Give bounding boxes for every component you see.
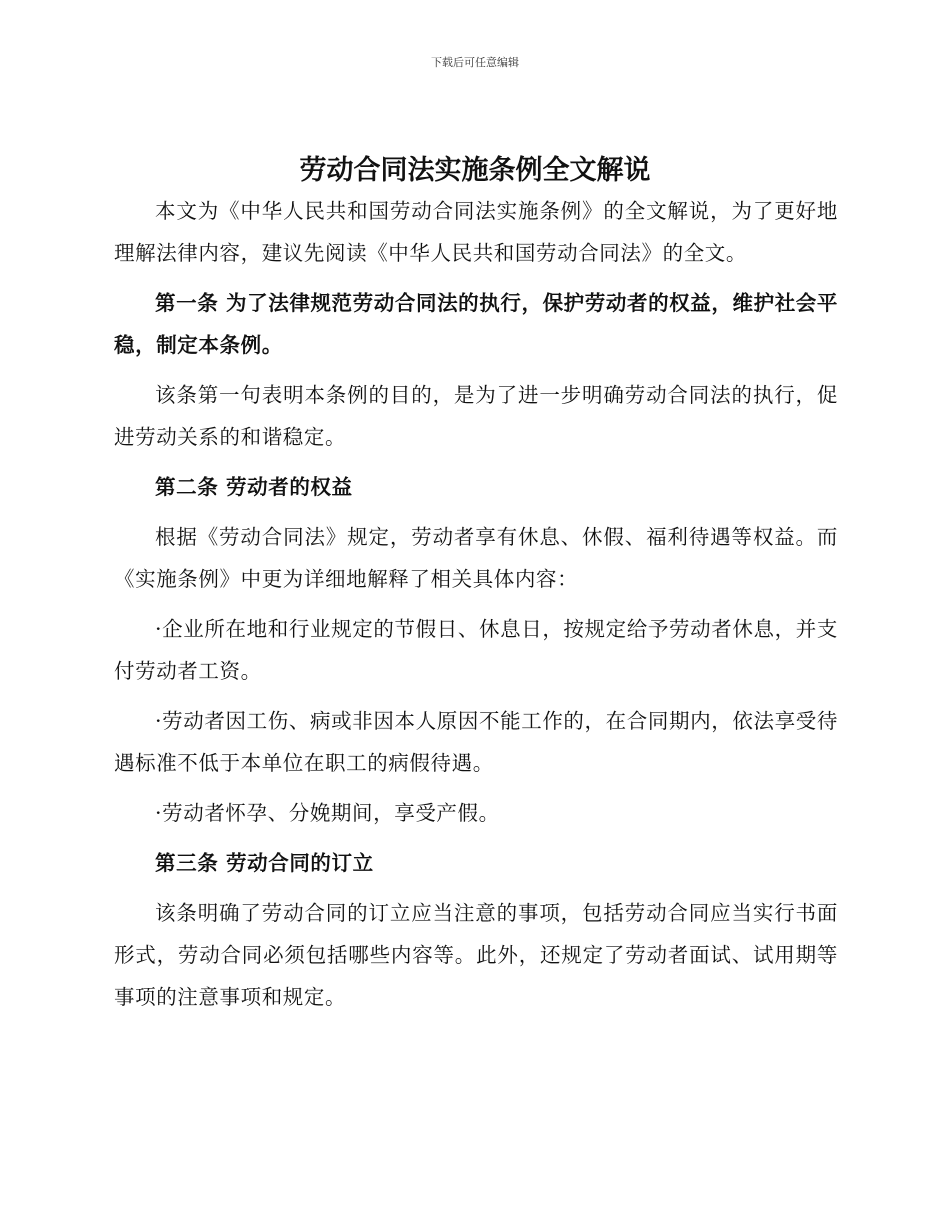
page-header-note: 下载后可任意编辑 — [431, 56, 519, 69]
bullet-item: ·劳动者怀孕、分娩期间，享受产假。 — [155, 801, 500, 825]
document-body — [114, 190, 838, 1026]
bullet-item: ·企业所在地和行业规定的节假日、休息日，按规定给予劳动者休息，并支付劳动者工资。 — [114, 617, 838, 683]
intro-paragraph: 本文为《中华人民共和国劳动合同法实施条例》的全文解说，为了更好地理解法律内容，建议先阅读《中华人民共和国劳动合同法》的全文。 — [114, 199, 838, 265]
document-title: 劳动合同法实施条例全文解说 — [299, 155, 651, 186]
article-1-heading: 第一条 为了法律规范劳动合同法的执行，保护劳动者的权益，维护社会平稳，制定本条例。 — [114, 291, 838, 357]
article-2-explanation: 根据《劳动合同法》规定，劳动者享有休息、休假、福利待遇等权益。而《实施条例》中更为详细地解释了相关具体内容： — [114, 525, 838, 591]
article-3-explanation: 该条明确了劳动合同的订立应当注意的事项，包括劳动合同应当实行书面形式，劳动合同必须包括哪些内容等。此外，还规定了劳动者面试、试用期等事项的注意事项和规定。 — [114, 901, 838, 1009]
article-1-explanation: 该条第一句表明本条例的目的，是为了进一步明确劳动合同法的执行，促进劳动关系的和谐稳定。 — [114, 383, 838, 449]
article-3-heading: 第三条 劳动合同的订立 — [155, 851, 374, 875]
bullet-item: ·劳动者因工伤、病或非因本人原因不能工作的，在合同期内，依法享受待遇标准不低于本单位在职工的病假待遇。 — [114, 709, 838, 775]
article-2-heading: 第二条 劳动者的权益 — [155, 475, 353, 499]
